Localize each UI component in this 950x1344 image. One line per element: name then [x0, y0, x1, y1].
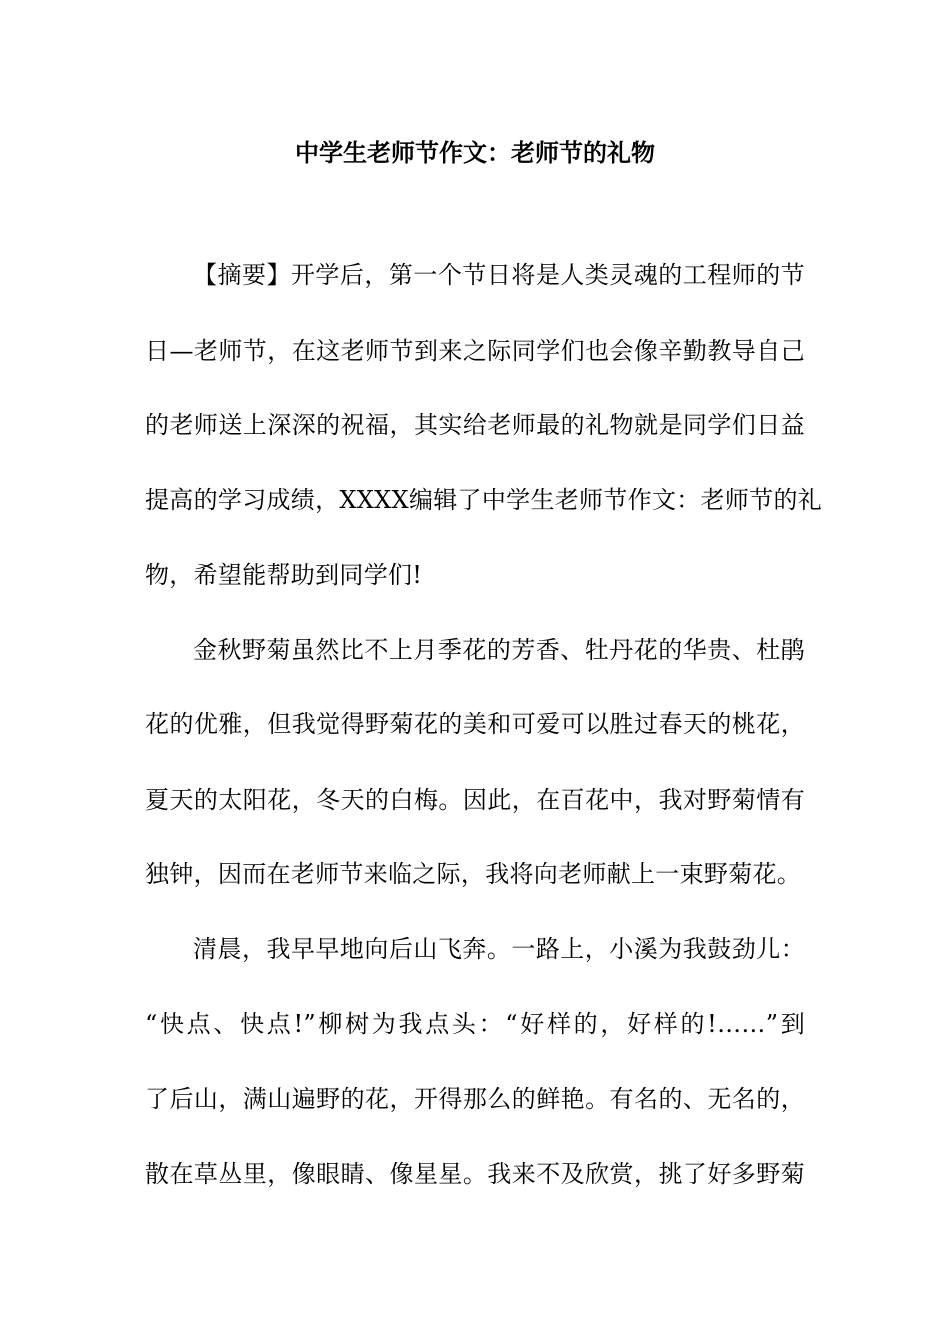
paragraph-2-line-4: 独钟，因而在老师节来临之际，我将向老师献上一束野菊花。: [145, 860, 802, 888]
paragraph-1-line-5: 物，希望能帮助到同学们!: [145, 561, 423, 589]
paragraph-1-line-1: 【摘要】开学后，第一个节日将是人类灵魂的工程师的节: [193, 261, 805, 289]
paragraph-3-line-1: 清晨，我早早地向后山飞奔。一路上，小溪为我鼓劲儿：: [193, 935, 805, 963]
paragraph-2-line-2: 花的优雅，但我觉得野菊花的美和可爱可以胜过春天的桃花，: [145, 710, 805, 738]
paragraph-1-line-3: 的老师送上深深的祝福，其实给老师最的礼物就是同学们日益: [145, 411, 805, 439]
paragraph-3-line-4: 散在草丛里，像眼睛、像星星。我来不及欣赏，挑了好多野菊: [145, 1160, 805, 1188]
document-title: 中学生老师节作文：老师节的礼物: [295, 138, 655, 167]
paragraph-3-line-2: “快点、快点!”柳树为我点头：“好样的，好样的!……”到: [145, 1010, 805, 1038]
paragraph-2-line-1: 金秋野菊虽然比不上月季花的芳香、牡丹花的华贵、杜鹃: [193, 636, 805, 664]
paragraph-1-line-2: 日—老师节，在这老师节到来之际同学们也会像辛勤教导自己: [145, 337, 805, 365]
paragraph-2-line-3: 夏天的太阳花，冬天的白梅。因此，在百花中，我对野菊情有: [145, 786, 805, 814]
paragraph-3-line-3: 了后山，满山遍野的花，开得那么的鲜艳。有名的、无名的，: [145, 1085, 805, 1113]
paragraph-1-line-4: 提高的学习成绩，XXXX编辑了中学生老师节作文：老师节的礼: [145, 486, 823, 514]
